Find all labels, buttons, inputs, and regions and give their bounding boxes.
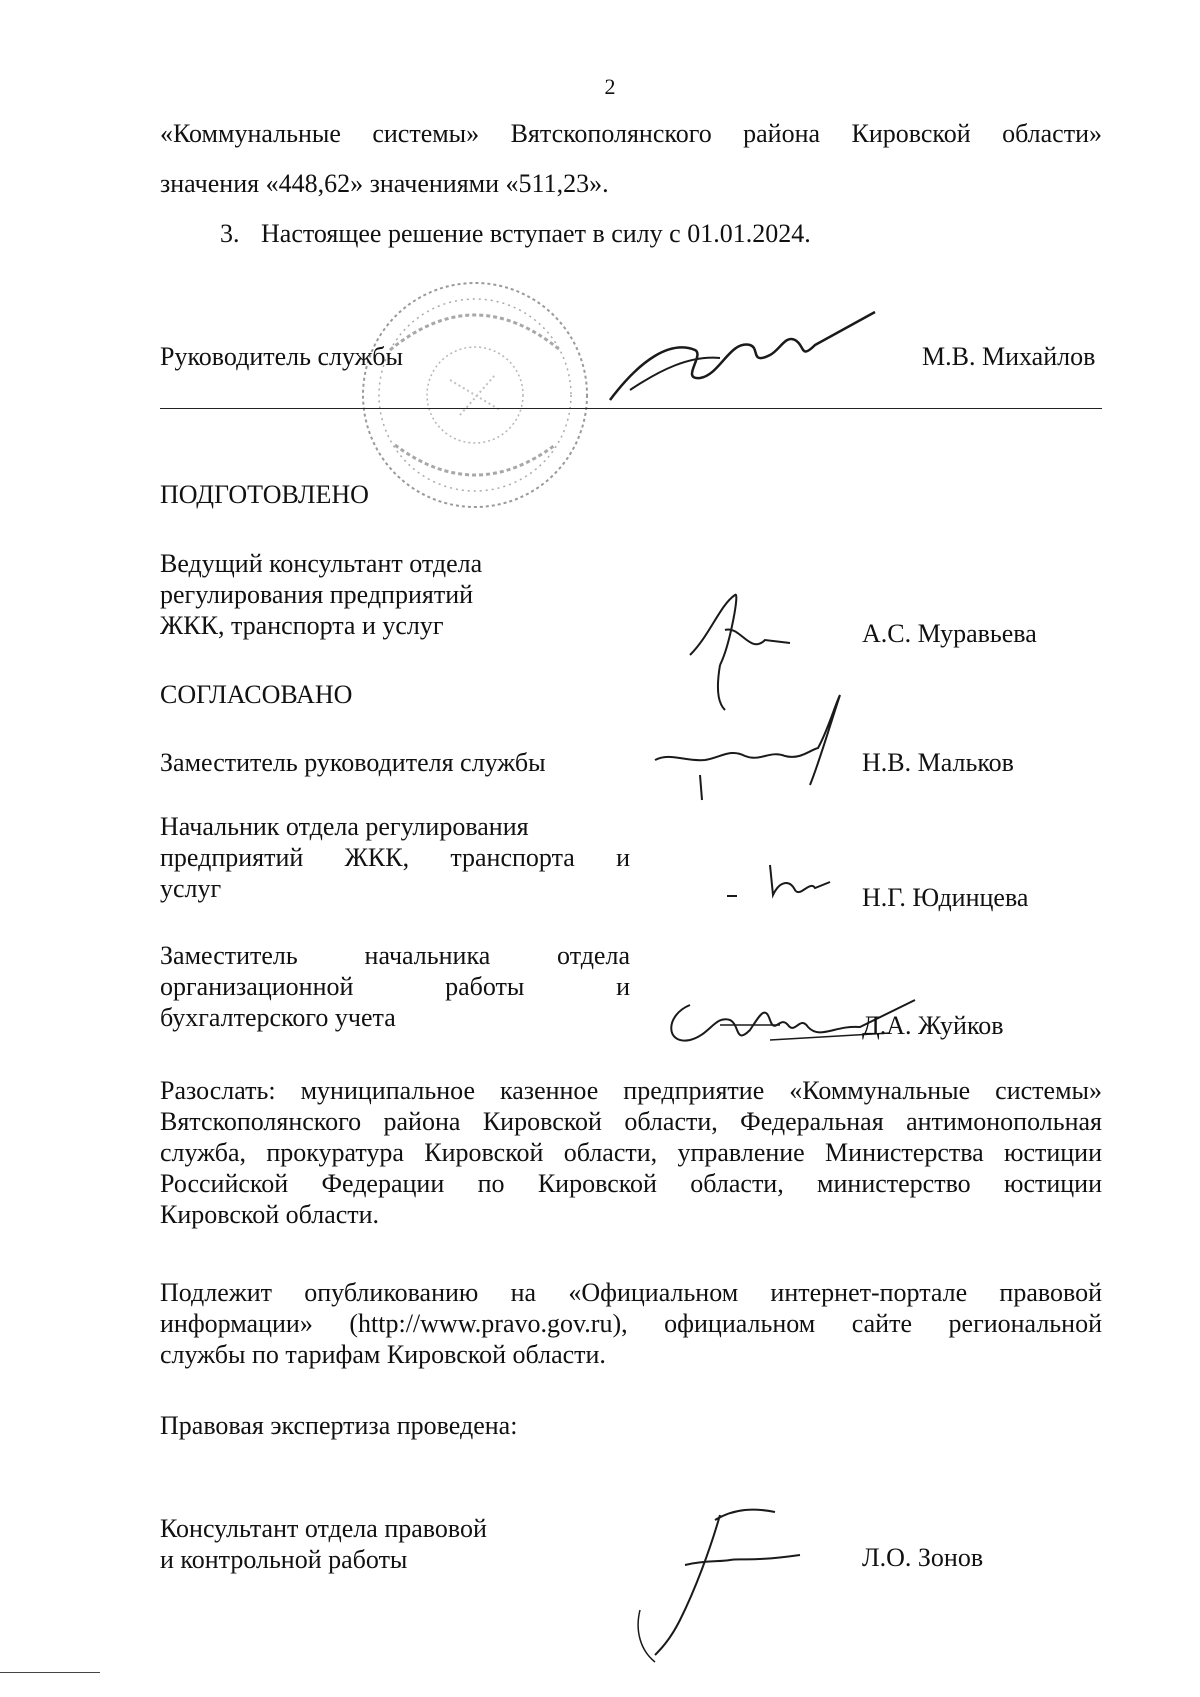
legal-review-text: Правовая экспертиза проведена:	[160, 1411, 518, 1440]
prepared-heading: ПОДГОТОВЛЕНО	[160, 480, 369, 509]
agreed-heading: СОГЛАСОВАНО	[160, 680, 353, 709]
agreed-signer-1-position: Заместитель руководителя службы	[160, 748, 546, 777]
prepared-name: А.С. Муравьева	[862, 619, 1037, 648]
intro-line-2: значения «448,62» значениями «511,23».	[160, 169, 609, 198]
legal-review-position: Консультант отдела правовой и контрольной работы	[160, 1514, 487, 1574]
signature-divider	[160, 408, 1102, 409]
page-number: 2	[604, 74, 616, 99]
agreed-signer-1-name: Н.В. Мальков	[862, 748, 1014, 777]
agreed-signer-3-position: Заместитель начальника отдела организационной работы и бухгалтерского учета	[160, 941, 630, 1032]
agreed-signer-2-signature	[725, 860, 835, 910]
footer-rule	[0, 1672, 100, 1673]
agreed-signer-1-signature	[650, 690, 850, 805]
head-name: М.В. Михайлов	[922, 342, 1096, 371]
head-signature	[600, 300, 880, 420]
legal-review-signature	[625, 1500, 805, 1665]
prepared-position: Ведущий консультант отдела регулирования предприятий ЖКК, транспорта и услуг	[160, 549, 483, 640]
agreed-signer-2-name: Н.Г. Юдинцева	[862, 883, 1029, 912]
legal-review-name: Л.О. Зонов	[862, 1543, 984, 1572]
agreed-signer-3-name: Д.А. Жуйков	[862, 1011, 1004, 1040]
distribution-list: Разослать: муниципальное казенное предприятие «Коммунальные системы» Вятскополянского района Кировской области, Федеральная антимонопольная служба, прокуратура Кировской области, управление Министерства юстиции Российской Федерации по Кировской области, министерство юстиции Кировской области.	[160, 1076, 1102, 1229]
official-seal-stamp	[350, 270, 600, 520]
clause-3-number: 3.	[220, 219, 240, 248]
intro-line-1: «Коммунальные системы» Вятскополянского района Кировской области»	[160, 119, 1102, 148]
publication-note: Подлежит опубликованию на «Официальном интернет-портале правовой информации» (http://www.pravo.gov.ru), официальном сайте региональной службы по тарифам Кировской области.	[160, 1278, 1102, 1369]
agreed-signer-2-position: Начальник отдела регулирования предприятий ЖКК, транспорта и услуг	[160, 812, 630, 903]
head-position: Руководитель службы	[160, 342, 403, 371]
clause-3-text: Настоящее решение вступает в силу с 01.01.2024.	[261, 219, 811, 248]
